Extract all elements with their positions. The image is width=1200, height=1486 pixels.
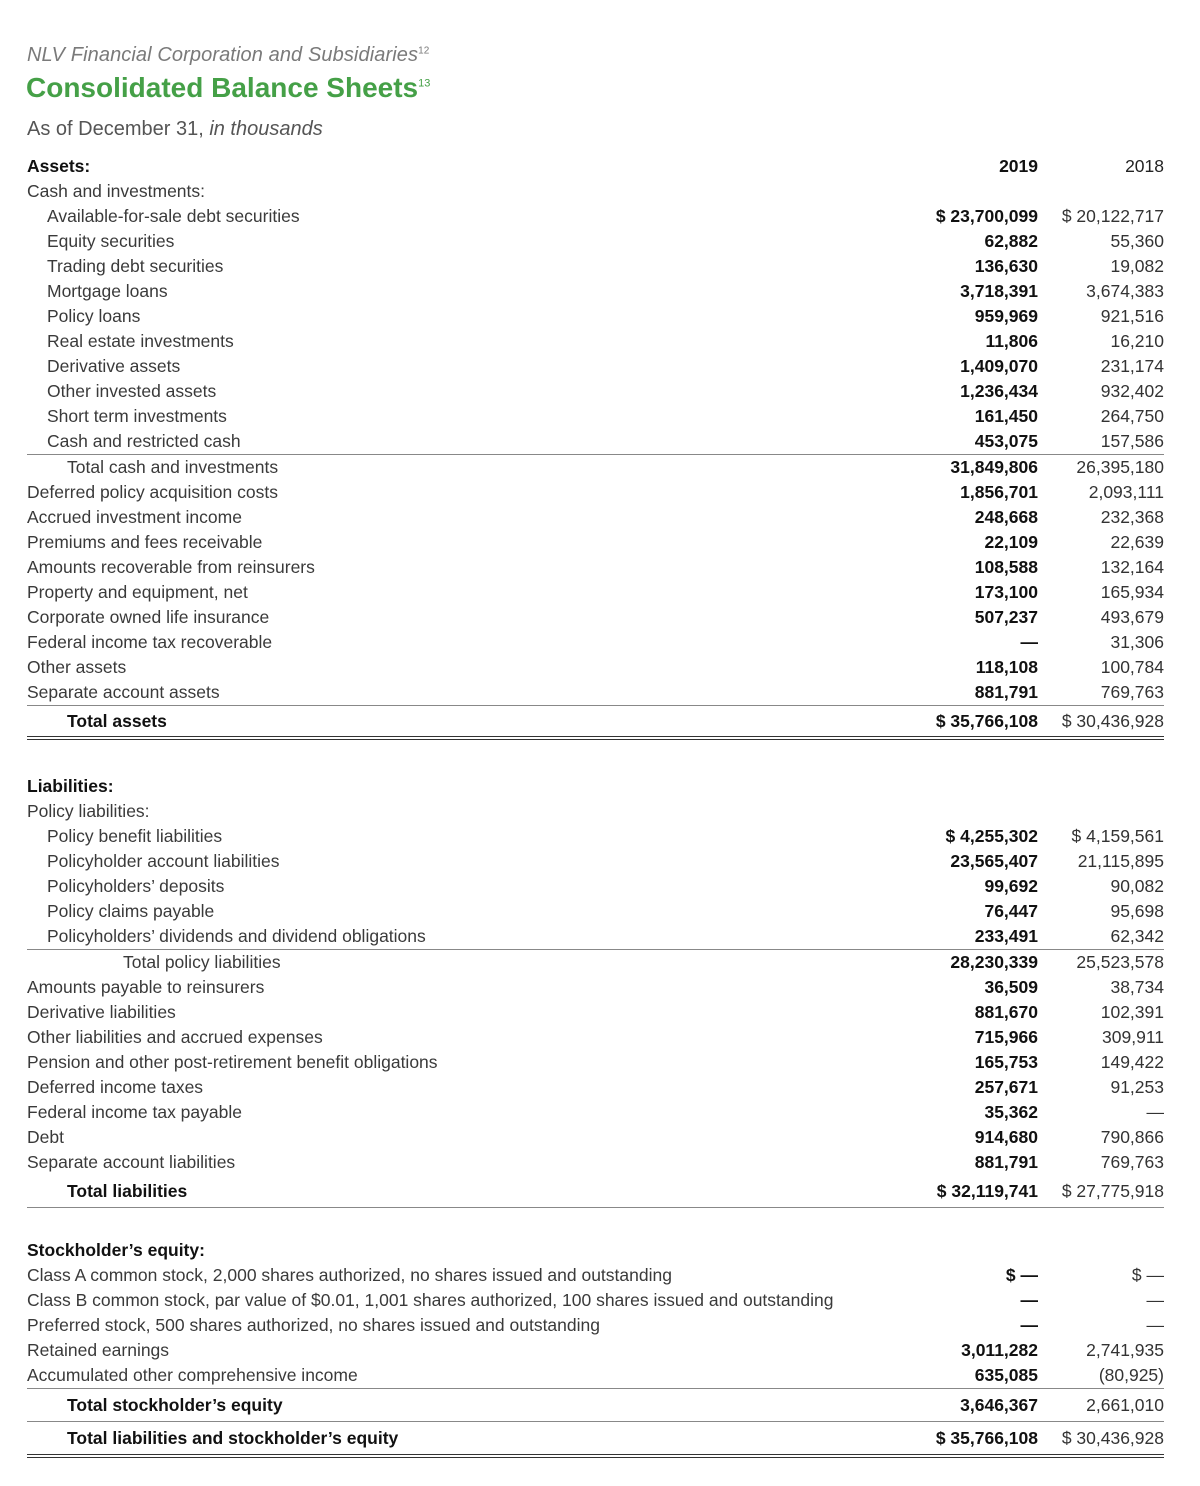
- value-2019: —: [1020, 1315, 1038, 1335]
- value-2018: 493,679: [1100, 607, 1164, 627]
- value-2018: 90,082: [1110, 876, 1164, 896]
- liabilities-heading: Liabilities:: [27, 776, 114, 796]
- row-label: Other assets: [27, 657, 127, 677]
- value-2019: 76,447: [984, 901, 1038, 921]
- value-2019: 173,100: [974, 582, 1038, 602]
- table-row: [27, 1075, 1164, 1100]
- value-2019: 959,969: [974, 306, 1038, 326]
- row-label: Derivative assets: [47, 356, 181, 376]
- value-2018: 921,516: [1100, 306, 1164, 326]
- value-2019: $ 35,766,108: [935, 711, 1038, 731]
- value-2019: $ 35,766,108: [935, 1428, 1038, 1448]
- row-label: Premiums and fees receivable: [27, 532, 263, 552]
- table-row: [27, 1363, 1164, 1389]
- table-row: [27, 580, 1164, 605]
- table-row: [27, 630, 1164, 655]
- value-2018: 157,586: [1100, 431, 1164, 451]
- table-row: [27, 329, 1164, 354]
- section-label: [27, 799, 1164, 824]
- table-row: [27, 1025, 1164, 1050]
- value-2018: 769,763: [1100, 682, 1164, 702]
- value-2018: 62,342: [1110, 926, 1164, 946]
- row-label: Federal income tax payable: [27, 1102, 242, 1122]
- value-2018: 790,866: [1100, 1127, 1164, 1147]
- row-label: Retained earnings: [27, 1340, 170, 1360]
- column-2018: 2018: [1125, 156, 1164, 176]
- table-row: [27, 1338, 1164, 1363]
- table-row: [27, 1288, 1164, 1313]
- value-2018: 2,661,010: [1086, 1395, 1164, 1415]
- value-2019: $ 4,255,302: [945, 826, 1038, 846]
- table-row: [27, 354, 1164, 379]
- value-2018: 2,741,935: [1086, 1340, 1164, 1360]
- footnote-ref: 13: [418, 77, 431, 90]
- value-2019: 881,791: [974, 1152, 1038, 1172]
- row-label: Federal income tax recoverable: [27, 632, 273, 652]
- table-row: [27, 874, 1164, 899]
- value-2018: 149,422: [1100, 1052, 1164, 1072]
- value-2018: 55,360: [1110, 231, 1164, 251]
- row-label: Policy claims payable: [47, 901, 215, 921]
- value-2018: 165,934: [1100, 582, 1164, 602]
- value-2018: $ 20,122,717: [1061, 206, 1164, 226]
- value-2018: 102,391: [1100, 1002, 1164, 1022]
- value-2019: 108,588: [974, 557, 1038, 577]
- row-label: Deferred policy acquisition costs: [27, 482, 278, 502]
- row-label: Accumulated other comprehensive income: [27, 1365, 358, 1385]
- section-label: [27, 179, 1164, 204]
- value-2018: $ 30,436,928: [1061, 711, 1164, 731]
- column-header-row: [27, 154, 1164, 179]
- equity-heading-row: [27, 1238, 1164, 1263]
- row-label: Total liabilities and stockholder’s equity: [67, 1428, 399, 1448]
- row-label: Policyholder account liabilities: [47, 851, 280, 871]
- row-label: Total policy liabilities: [123, 952, 281, 972]
- row-label: Policyholders’ deposits: [47, 876, 225, 896]
- company-name: [27, 44, 429, 67]
- grand-total-row: [27, 1422, 1164, 1458]
- table-row: [27, 605, 1164, 630]
- subtitle-italic: in thousands: [209, 118, 323, 140]
- value-2018: 91,253: [1110, 1077, 1164, 1097]
- row-label: Derivative liabilities: [27, 1002, 176, 1022]
- row-label: Short term investments: [47, 406, 227, 426]
- subtitle-plain: As of December 31,: [27, 118, 210, 140]
- value-2018: 19,082: [1110, 256, 1164, 276]
- value-2018: $ 27,775,918: [1061, 1181, 1164, 1201]
- value-2019: 28,230,339: [950, 952, 1038, 972]
- value-2018: —: [1146, 1315, 1164, 1335]
- value-2019: 881,791: [974, 682, 1038, 702]
- value-2018: 21,115,895: [1077, 851, 1164, 871]
- value-2018: 3,674,383: [1086, 281, 1164, 301]
- table-row: [27, 849, 1164, 874]
- value-2018: 25,523,578: [1076, 952, 1164, 972]
- table-row: [27, 555, 1164, 580]
- table-row: [27, 404, 1164, 429]
- row-label: Cash and restricted cash: [47, 431, 241, 451]
- spacer: [27, 740, 1164, 774]
- value-2018: 264,750: [1100, 406, 1164, 426]
- table-row: [27, 899, 1164, 924]
- balance-sheet-table: [27, 154, 1164, 1458]
- value-2019: 36,509: [984, 977, 1038, 997]
- row-label: Total liabilities: [67, 1181, 188, 1201]
- value-2019: 233,491: [974, 926, 1038, 946]
- table-row: [27, 1150, 1164, 1175]
- value-2019: 635,085: [974, 1365, 1038, 1385]
- value-2019: 165,753: [974, 1052, 1038, 1072]
- value-2019: 161,450: [974, 406, 1038, 426]
- page-subtitle: [27, 118, 323, 141]
- table-row: [27, 1000, 1164, 1025]
- value-2019: 118,108: [975, 657, 1038, 677]
- value-2019: 3,718,391: [960, 281, 1038, 301]
- column-2019: 2019: [999, 156, 1038, 176]
- value-2019: 11,806: [985, 331, 1038, 351]
- value-2018: 232,368: [1100, 507, 1164, 527]
- row-label: Class B common stock, par value of $0.01, 1,001 shares authorized, 100 shares issued and outstanding: [27, 1290, 834, 1310]
- value-2019: 3,011,282: [961, 1340, 1038, 1360]
- total-assets-row: [27, 706, 1164, 740]
- row-label: Total stockholder’s equity: [67, 1395, 283, 1415]
- table-row: [27, 279, 1164, 304]
- assets-heading: Assets:: [27, 156, 91, 176]
- value-2019: 136,630: [974, 256, 1038, 276]
- row-label: Mortgage loans: [47, 281, 168, 301]
- footnote-ref: 12: [418, 45, 430, 57]
- table-row: [27, 824, 1164, 849]
- value-2019: 3,646,367: [960, 1395, 1038, 1415]
- value-2018: 932,402: [1100, 381, 1164, 401]
- row-label: Trading debt securities: [47, 256, 224, 276]
- row-label: Available-for-sale debt securities: [47, 206, 300, 226]
- row-label: Other liabilities and accrued expenses: [27, 1027, 323, 1047]
- total-equity-row: [27, 1389, 1164, 1422]
- row-label: Accrued investment income: [27, 507, 242, 527]
- value-2018: 309,911: [1102, 1027, 1164, 1047]
- subtotal-row: [55, 950, 1192, 975]
- table-row: [27, 530, 1164, 555]
- row-label: Separate account assets: [27, 682, 220, 702]
- row-label: Real estate investments: [47, 331, 234, 351]
- value-2018: —: [1146, 1290, 1164, 1310]
- value-2019: 1,856,701: [960, 482, 1038, 502]
- value-2018: 38,734: [1110, 977, 1164, 997]
- table-row: [27, 480, 1164, 505]
- row-label: Pension and other post-retirement benefit obligations: [27, 1052, 438, 1072]
- value-2019: 1,236,434: [960, 381, 1038, 401]
- value-2018: 769,763: [1100, 1152, 1164, 1172]
- company-name-text: NLV Financial Corporation and Subsidiaries: [27, 44, 419, 66]
- row-label: Policy benefit liabilities: [47, 826, 223, 846]
- row-label: Corporate owned life insurance: [27, 607, 270, 627]
- value-2018: 26,395,180: [1076, 457, 1164, 477]
- row-label: Other invested assets: [47, 381, 217, 401]
- total-liabilities-row: [27, 1175, 1164, 1208]
- value-2019: 23,565,407: [950, 851, 1038, 871]
- table-row: [27, 429, 1164, 455]
- row-label: Class A common stock, 2,000 shares authorized, no shares issued and outstanding: [27, 1265, 672, 1285]
- value-2019: 914,680: [974, 1127, 1038, 1147]
- value-2018: 95,698: [1110, 901, 1164, 921]
- value-2018: 22,639: [1110, 532, 1164, 552]
- value-2019: 881,670: [974, 1002, 1038, 1022]
- value-2019: 507,237: [974, 607, 1038, 627]
- value-2018: 2,093,111: [1088, 482, 1164, 502]
- value-2018: 231,174: [1100, 356, 1164, 376]
- table-row: [27, 505, 1164, 530]
- row-label: Debt: [27, 1127, 64, 1147]
- value-2019: 22,109: [984, 532, 1038, 552]
- liabilities-heading-row: [27, 774, 1164, 799]
- table-row: [27, 655, 1164, 680]
- value-2019: 453,075: [974, 431, 1038, 451]
- value-2019: 248,668: [974, 507, 1038, 527]
- value-2018: $ 4,159,561: [1071, 826, 1164, 846]
- row-label: Deferred income taxes: [27, 1077, 204, 1097]
- value-2018: 132,164: [1100, 557, 1164, 577]
- row-label: Preferred stock, 500 shares authorized, no shares issued and outstanding: [27, 1315, 600, 1335]
- table-row: [27, 924, 1164, 950]
- table-row: [27, 1050, 1164, 1075]
- row-label: Amounts payable to reinsurers: [27, 977, 265, 997]
- row-label: Equity securities: [47, 231, 175, 251]
- value-2018: $ 30,436,928: [1061, 1428, 1164, 1448]
- row-label: Cash and investments:: [27, 181, 206, 201]
- table-row: [27, 204, 1164, 229]
- table-row: [27, 1313, 1164, 1338]
- table-row: [27, 1125, 1164, 1150]
- value-2019: —: [1020, 632, 1038, 652]
- value-2019: $ 23,700,099: [935, 206, 1038, 226]
- value-2018: 16,210: [1110, 331, 1164, 351]
- value-2019: 257,671: [974, 1077, 1038, 1097]
- value-2018: 31,306: [1110, 632, 1164, 652]
- equity-heading: Stockholder’s equity:: [27, 1240, 205, 1260]
- value-2019: $ —: [1005, 1265, 1038, 1285]
- table-row: [27, 379, 1164, 404]
- value-2018: (80,925): [1098, 1365, 1164, 1385]
- value-2019: 35,362: [984, 1102, 1038, 1122]
- value-2019: 1,409,070: [960, 356, 1038, 376]
- row-label: Policyholders’ dividends and dividend obligations: [47, 926, 426, 946]
- row-label: Policy liabilities:: [27, 801, 150, 821]
- subtotal-row: [27, 455, 1164, 480]
- table-row: [27, 304, 1164, 329]
- table-row: [27, 975, 1164, 1000]
- value-2019: 99,692: [984, 876, 1038, 896]
- row-label: Property and equipment, net: [27, 582, 248, 602]
- value-2018: 100,784: [1100, 657, 1164, 677]
- row-label: Separate account liabilities: [27, 1152, 236, 1172]
- page-title: [26, 72, 430, 104]
- value-2019: $ 32,119,741: [936, 1181, 1038, 1201]
- row-label: Total assets: [67, 711, 167, 731]
- table-row: [27, 1100, 1164, 1125]
- value-2019: —: [1020, 1290, 1038, 1310]
- page-title-text: Consolidated Balance Sheets: [26, 72, 419, 103]
- row-label: Policy loans: [47, 306, 141, 326]
- value-2018: $ —: [1131, 1265, 1164, 1285]
- value-2019: 715,966: [974, 1027, 1038, 1047]
- table-row: [27, 1263, 1164, 1288]
- value-2019: 62,882: [984, 231, 1038, 251]
- table-row: [27, 229, 1164, 254]
- row-label: Amounts recoverable from reinsurers: [27, 557, 315, 577]
- table-row: [27, 254, 1164, 279]
- spacer: [27, 1208, 1164, 1238]
- value-2018: —: [1146, 1102, 1164, 1122]
- value-2019: 31,849,806: [950, 457, 1038, 477]
- row-label: Total cash and investments: [67, 457, 279, 477]
- table-row: [27, 680, 1164, 706]
